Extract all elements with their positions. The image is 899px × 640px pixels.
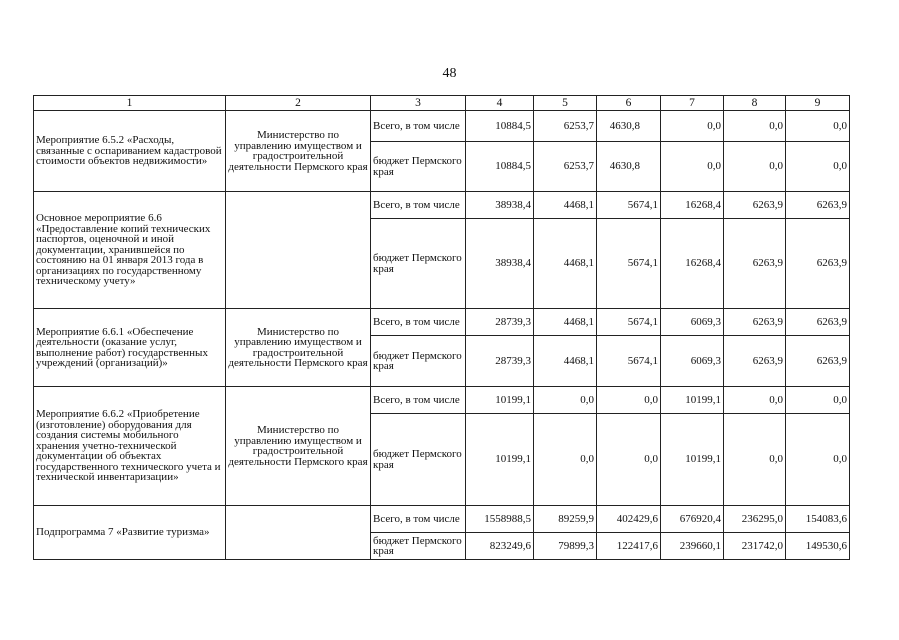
- value-cell: 6263,9: [786, 192, 850, 219]
- value-cell: 79899,3: [534, 533, 597, 560]
- value-cell: 6263,9: [786, 309, 850, 336]
- header-cell: 7: [661, 96, 724, 111]
- value-cell: 10199,1: [466, 414, 534, 506]
- header-row: [34, 96, 850, 111]
- funding-source: бюджет Пермского края: [371, 414, 466, 506]
- value-cell: 6253,7: [534, 142, 597, 192]
- value-cell: 4468,1: [534, 309, 597, 336]
- value-cell: 149530,6: [786, 533, 850, 560]
- value-cell: 6263,9: [724, 336, 786, 387]
- budget-table: [33, 95, 850, 560]
- value-cell: 6069,3: [661, 309, 724, 336]
- value-cell: 6263,9: [786, 219, 850, 309]
- value-cell: 10884,5: [466, 111, 534, 142]
- executor: Министерство по управлению имуществом и градостроительной деятельности Пермского края: [226, 387, 371, 506]
- header-cell: 1: [34, 96, 226, 111]
- value-cell: 4468,1: [534, 219, 597, 309]
- value-cell: 6263,9: [724, 219, 786, 309]
- funding-source: бюджет Пермского края: [371, 142, 466, 192]
- funding-source: Всего, в том числе: [371, 506, 466, 533]
- header-cell: 4: [466, 96, 534, 111]
- value-cell: 0,0: [661, 142, 724, 192]
- value-cell: 6263,9: [724, 192, 786, 219]
- executor: Министерство по управлению имуществом и градостроительной деятельности Пермского края: [226, 309, 371, 387]
- executor: Министерство по управлению имуществом и градостроительной деятельности Пермского края: [226, 111, 371, 192]
- value-cell: 16268,4: [661, 219, 724, 309]
- value-cell: 38938,4: [466, 192, 534, 219]
- value-cell: 0,0: [534, 414, 597, 506]
- value-cell: 10884,5: [466, 142, 534, 192]
- table-row: [34, 506, 850, 533]
- header-cell: 2: [226, 96, 371, 111]
- value-cell: 154083,6: [786, 506, 850, 533]
- value-cell: 239660,1: [661, 533, 724, 560]
- activity-name: Мероприятие 6.6.2 «Приобретение (изготовление) оборудования для создания системы мобильного хранения учетно-технической документации об объектах государственного технического учета и технической инвентаризации»: [34, 387, 226, 506]
- value-cell: 4630,8: [597, 142, 661, 192]
- value-cell: 5674,1: [597, 336, 661, 387]
- table-row: [34, 111, 850, 142]
- value-cell: 16268,4: [661, 192, 724, 219]
- funding-source: Всего, в том числе: [371, 111, 466, 142]
- funding-source: Всего, в том числе: [371, 309, 466, 336]
- executor: [226, 192, 371, 309]
- header-cell: 5: [534, 96, 597, 111]
- header-cell: 9: [786, 96, 850, 111]
- value-cell: 0,0: [661, 111, 724, 142]
- funding-source: бюджет Пермского края: [371, 533, 466, 560]
- value-cell: 0,0: [724, 387, 786, 414]
- value-cell: 0,0: [786, 414, 850, 506]
- value-cell: 5674,1: [597, 219, 661, 309]
- value-cell: 89259,9: [534, 506, 597, 533]
- value-cell: 236295,0: [724, 506, 786, 533]
- value-cell: 10199,1: [466, 387, 534, 414]
- header-cell: 6: [597, 96, 661, 111]
- value-cell: 676920,4: [661, 506, 724, 533]
- activity-name: Мероприятие 6.6.1 «Обеспечение деятельности (оказание услуг, выполнение работ) государственных учреждений (организаций)»: [34, 309, 226, 387]
- value-cell: 1558988,5: [466, 506, 534, 533]
- value-cell: 4468,1: [534, 192, 597, 219]
- value-cell: 5674,1: [597, 192, 661, 219]
- value-cell: 0,0: [724, 111, 786, 142]
- value-cell: 28739,3: [466, 309, 534, 336]
- funding-source: Всего, в том числе: [371, 192, 466, 219]
- funding-source: бюджет Пермского края: [371, 219, 466, 309]
- header-cell: 8: [724, 96, 786, 111]
- value-cell: 0,0: [786, 142, 850, 192]
- table-row: [34, 192, 850, 219]
- value-cell: 823249,6: [466, 533, 534, 560]
- value-cell: 28739,3: [466, 336, 534, 387]
- header-cell: 3: [371, 96, 466, 111]
- value-cell: 6069,3: [661, 336, 724, 387]
- activity-name: Мероприятие 6.5.2 «Расходы, связанные с оспариванием кадастровой стоимости объектов недвижимости»: [34, 111, 226, 192]
- value-cell: 402429,6: [597, 506, 661, 533]
- value-cell: 0,0: [724, 414, 786, 506]
- value-cell: 4468,1: [534, 336, 597, 387]
- value-cell: 38938,4: [466, 219, 534, 309]
- value-cell: 6263,9: [724, 309, 786, 336]
- funding-source: Всего, в том числе: [371, 387, 466, 414]
- activity-name: Подпрограмма 7 «Развитие туризма»: [34, 506, 226, 560]
- value-cell: 0,0: [786, 111, 850, 142]
- value-cell: 6263,9: [786, 336, 850, 387]
- table-row: [34, 387, 850, 414]
- value-cell: 0,0: [786, 387, 850, 414]
- value-cell: 4630,8: [597, 111, 661, 142]
- value-cell: 5674,1: [597, 309, 661, 336]
- page-number: 48: [442, 66, 457, 81]
- value-cell: 10199,1: [661, 414, 724, 506]
- value-cell: 6253,7: [534, 111, 597, 142]
- value-cell: 10199,1: [661, 387, 724, 414]
- table-row: [34, 309, 850, 336]
- executor: [226, 506, 371, 560]
- value-cell: 122417,6: [597, 533, 661, 560]
- value-cell: 231742,0: [724, 533, 786, 560]
- funding-source: бюджет Пермского края: [371, 336, 466, 387]
- value-cell: 0,0: [597, 414, 661, 506]
- value-cell: 0,0: [597, 387, 661, 414]
- activity-name: Основное мероприятие 6.6 «Предоставление копий технических паспортов, оценочной и иной документации, хранившейся по состоянию на 01 января 2013 года в организациях по государственному техническому учету»: [34, 192, 226, 309]
- value-cell: 0,0: [534, 387, 597, 414]
- value-cell: 0,0: [724, 142, 786, 192]
